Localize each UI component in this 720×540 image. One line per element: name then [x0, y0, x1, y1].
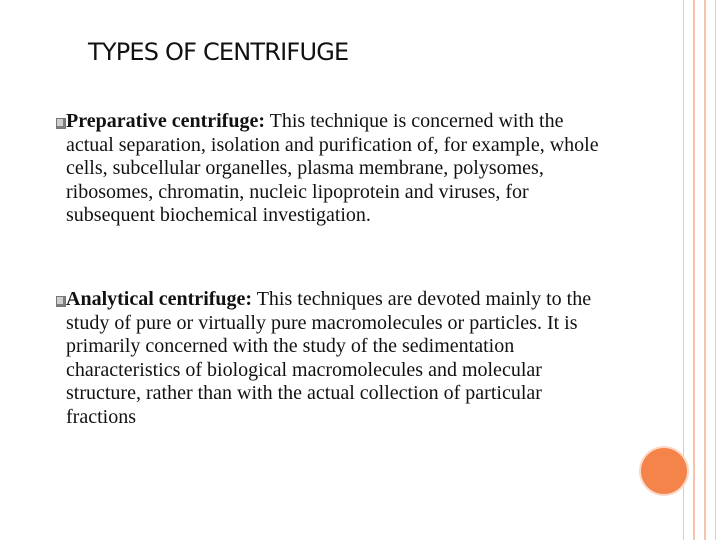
slide-title: TYPES OF CENTRIFUGE — [88, 38, 349, 66]
decorative-stripe — [704, 0, 706, 540]
bullet-text: This technique is concerned with the actual separation, isolation and purification of, for example, whole cells, subcellular organelles, plasma membrane, polysomes, ribosomes, chromatin, nucleic lipoprotein and viruses, for subsequent biochemical investigation. — [66, 110, 599, 226]
bullet-paragraph — [58, 110, 606, 228]
decorative-stripe — [715, 0, 716, 540]
decorative-circle — [641, 448, 687, 494]
bullet-term: Analytical centrifuge: — [66, 288, 253, 310]
bullet-paragraph — [58, 288, 606, 429]
checkbox-square-bullet-icon — [56, 296, 66, 307]
bullet-term: Preparative centrifuge: — [66, 110, 265, 132]
bullet-text: This techniques are devoted mainly to the study of pure or virtually pure macromolecules or particles. It is primarily concerned with the study of the sedimentation characteristics of biological macromolecules and molecular structure, rather than with the actual collection of particular fractions — [66, 288, 592, 428]
bullet-preparative — [58, 110, 606, 228]
checkbox-square-bullet-icon — [56, 118, 66, 129]
bullet-analytical — [58, 288, 606, 429]
decorative-stripe — [693, 0, 695, 540]
